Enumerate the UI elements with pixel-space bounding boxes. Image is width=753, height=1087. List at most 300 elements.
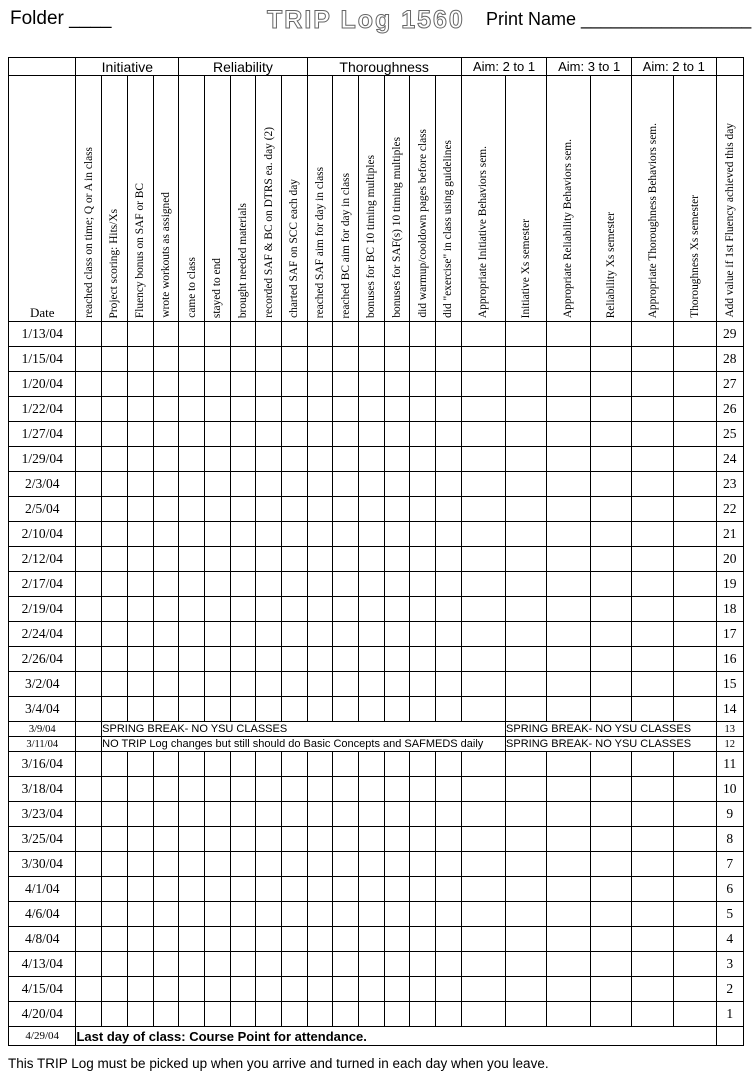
entry-cell[interactable] [384, 902, 410, 927]
entry-cell[interactable] [230, 572, 256, 597]
entry-cell[interactable] [506, 322, 547, 347]
entry-cell[interactable] [333, 1002, 359, 1027]
entry-cell[interactable] [76, 977, 102, 1002]
entry-cell[interactable] [436, 397, 462, 422]
entry-cell[interactable] [547, 622, 590, 647]
entry-cell[interactable] [506, 497, 547, 522]
entry-cell[interactable] [281, 547, 307, 572]
entry-cell[interactable] [204, 827, 230, 852]
entry-cell[interactable] [436, 322, 462, 347]
entry-cell[interactable] [333, 372, 359, 397]
entry-cell[interactable] [127, 1002, 153, 1027]
entry-cell[interactable] [102, 827, 128, 852]
entry-cell[interactable] [333, 877, 359, 902]
entry-cell[interactable] [384, 977, 410, 1002]
entry-cell[interactable] [179, 902, 205, 927]
entry-cell[interactable] [204, 777, 230, 802]
entry-cell[interactable] [76, 397, 102, 422]
entry-cell[interactable] [204, 927, 230, 952]
entry-cell[interactable] [506, 372, 547, 397]
entry-cell[interactable] [204, 372, 230, 397]
entry-cell[interactable] [179, 347, 205, 372]
entry-cell[interactable] [410, 1002, 436, 1027]
entry-cell[interactable] [506, 902, 547, 927]
entry-cell[interactable] [76, 522, 102, 547]
entry-cell[interactable] [590, 852, 631, 877]
entry-cell[interactable] [384, 647, 410, 672]
entry-cell[interactable] [506, 777, 547, 802]
entry-cell[interactable] [333, 952, 359, 977]
entry-cell[interactable] [179, 547, 205, 572]
entry-cell[interactable] [76, 472, 102, 497]
entry-cell[interactable] [179, 977, 205, 1002]
entry-cell[interactable] [590, 547, 631, 572]
entry-cell[interactable] [461, 447, 505, 472]
entry-cell[interactable] [230, 827, 256, 852]
entry-cell[interactable] [76, 447, 102, 472]
entry-cell[interactable] [631, 447, 673, 472]
entry-cell[interactable] [230, 497, 256, 522]
entry-cell[interactable] [410, 672, 436, 697]
entry-cell[interactable] [230, 547, 256, 572]
entry-cell[interactable] [153, 647, 179, 672]
entry-cell[interactable] [547, 977, 590, 1002]
entry-cell[interactable] [333, 472, 359, 497]
entry-cell[interactable] [307, 902, 333, 927]
entry-cell[interactable] [358, 347, 384, 372]
entry-cell[interactable] [674, 397, 716, 422]
entry-cell[interactable] [127, 447, 153, 472]
entry-cell[interactable] [674, 777, 716, 802]
entry-cell[interactable] [256, 622, 282, 647]
entry-cell[interactable] [204, 572, 230, 597]
entry-cell[interactable] [384, 597, 410, 622]
entry-cell[interactable] [127, 777, 153, 802]
entry-cell[interactable] [674, 347, 716, 372]
entry-cell[interactable] [410, 977, 436, 1002]
entry-cell[interactable] [358, 852, 384, 877]
entry-cell[interactable] [631, 1002, 673, 1027]
entry-cell[interactable] [204, 447, 230, 472]
entry-cell[interactable] [436, 827, 462, 852]
entry-cell[interactable] [674, 622, 716, 647]
entry-cell[interactable] [307, 672, 333, 697]
entry-cell[interactable] [590, 372, 631, 397]
entry-cell[interactable] [547, 522, 590, 547]
entry-cell[interactable] [230, 927, 256, 952]
entry-cell[interactable] [333, 322, 359, 347]
entry-cell[interactable] [76, 752, 102, 777]
entry-cell[interactable] [102, 397, 128, 422]
entry-cell[interactable] [204, 422, 230, 447]
entry-cell[interactable] [204, 977, 230, 1002]
entry-cell[interactable] [590, 752, 631, 777]
entry-cell[interactable] [76, 852, 102, 877]
entry-cell[interactable] [230, 597, 256, 622]
entry-cell[interactable] [127, 597, 153, 622]
entry-cell[interactable] [410, 902, 436, 927]
entry-cell[interactable] [590, 977, 631, 1002]
entry-cell[interactable] [127, 802, 153, 827]
entry-cell[interactable] [307, 597, 333, 622]
entry-cell[interactable] [674, 977, 716, 1002]
entry-cell[interactable] [76, 622, 102, 647]
entry-cell[interactable] [102, 877, 128, 902]
entry-cell[interactable] [590, 622, 631, 647]
entry-cell[interactable] [674, 522, 716, 547]
entry-cell[interactable] [358, 522, 384, 547]
entry-cell[interactable] [179, 697, 205, 722]
entry-cell[interactable] [547, 827, 590, 852]
entry-cell[interactable] [256, 447, 282, 472]
entry-cell[interactable] [230, 672, 256, 697]
entry-cell[interactable] [358, 597, 384, 622]
entry-cell[interactable] [102, 447, 128, 472]
entry-cell[interactable] [358, 902, 384, 927]
entry-cell[interactable] [281, 647, 307, 672]
entry-cell[interactable] [333, 802, 359, 827]
entry-cell[interactable] [547, 547, 590, 572]
entry-cell[interactable] [204, 802, 230, 827]
entry-cell[interactable] [436, 877, 462, 902]
entry-cell[interactable] [230, 877, 256, 902]
entry-cell[interactable] [333, 827, 359, 852]
entry-cell[interactable] [256, 672, 282, 697]
entry-cell[interactable] [281, 497, 307, 522]
entry-cell[interactable] [127, 472, 153, 497]
entry-cell[interactable] [674, 1002, 716, 1027]
entry-cell[interactable] [256, 422, 282, 447]
entry-cell[interactable] [506, 447, 547, 472]
entry-cell[interactable] [436, 447, 462, 472]
entry-cell[interactable] [506, 672, 547, 697]
entry-cell[interactable] [506, 472, 547, 497]
entry-cell[interactable] [204, 497, 230, 522]
entry-cell[interactable] [461, 877, 505, 902]
entry-cell[interactable] [358, 777, 384, 802]
entry-cell[interactable] [307, 322, 333, 347]
entry-cell[interactable] [631, 927, 673, 952]
entry-cell[interactable] [204, 672, 230, 697]
entry-cell[interactable] [436, 372, 462, 397]
entry-cell[interactable] [102, 547, 128, 572]
entry-cell[interactable] [547, 952, 590, 977]
entry-cell[interactable] [358, 647, 384, 672]
entry-cell[interactable] [307, 397, 333, 422]
entry-cell[interactable] [410, 422, 436, 447]
entry-cell[interactable] [384, 447, 410, 472]
entry-cell[interactable] [631, 522, 673, 547]
entry-cell[interactable] [358, 977, 384, 1002]
entry-cell[interactable] [307, 372, 333, 397]
entry-cell[interactable] [102, 672, 128, 697]
entry-cell[interactable] [436, 497, 462, 522]
entry-cell[interactable] [631, 397, 673, 422]
entry-cell[interactable] [547, 647, 590, 672]
entry-cell[interactable] [410, 852, 436, 877]
entry-cell[interactable] [256, 347, 282, 372]
entry-cell[interactable] [307, 852, 333, 877]
entry-cell[interactable] [674, 877, 716, 902]
entry-cell[interactable] [410, 322, 436, 347]
entry-cell[interactable] [631, 472, 673, 497]
entry-cell[interactable] [256, 1002, 282, 1027]
entry-cell[interactable] [461, 547, 505, 572]
entry-cell[interactable] [590, 522, 631, 547]
entry-cell[interactable] [76, 1002, 102, 1027]
entry-cell[interactable] [461, 952, 505, 977]
entry-cell[interactable] [547, 902, 590, 927]
entry-cell[interactable] [547, 852, 590, 877]
entry-cell[interactable] [179, 927, 205, 952]
entry-cell[interactable] [333, 752, 359, 777]
entry-cell[interactable] [547, 927, 590, 952]
entry-cell[interactable] [547, 322, 590, 347]
entry-cell[interactable] [674, 752, 716, 777]
entry-cell[interactable] [590, 422, 631, 447]
entry-cell[interactable] [358, 927, 384, 952]
entry-cell[interactable] [204, 647, 230, 672]
entry-cell[interactable] [153, 927, 179, 952]
entry-cell[interactable] [127, 927, 153, 952]
entry-cell[interactable] [281, 447, 307, 472]
entry-cell[interactable] [76, 572, 102, 597]
entry-cell[interactable] [436, 852, 462, 877]
entry-cell[interactable] [547, 802, 590, 827]
entry-cell[interactable] [204, 397, 230, 422]
entry-cell[interactable] [674, 952, 716, 977]
entry-cell[interactable] [436, 422, 462, 447]
entry-cell[interactable] [153, 827, 179, 852]
entry-cell[interactable] [436, 472, 462, 497]
entry-cell[interactable] [506, 927, 547, 952]
entry-cell[interactable] [631, 802, 673, 827]
entry-cell[interactable] [384, 1002, 410, 1027]
entry-cell[interactable] [256, 547, 282, 572]
entry-cell[interactable] [461, 827, 505, 852]
entry-cell[interactable] [410, 522, 436, 547]
entry-cell[interactable] [461, 522, 505, 547]
entry-cell[interactable] [153, 852, 179, 877]
entry-cell[interactable] [358, 472, 384, 497]
entry-cell[interactable] [256, 902, 282, 927]
entry-cell[interactable] [256, 877, 282, 902]
entry-cell[interactable] [547, 1002, 590, 1027]
entry-cell[interactable] [179, 802, 205, 827]
entry-cell[interactable] [674, 422, 716, 447]
entry-cell[interactable] [127, 877, 153, 902]
entry-cell[interactable] [674, 927, 716, 952]
entry-cell[interactable] [76, 547, 102, 572]
entry-cell[interactable] [590, 497, 631, 522]
entry-cell[interactable] [179, 522, 205, 547]
entry-cell[interactable] [358, 447, 384, 472]
entry-cell[interactable] [76, 322, 102, 347]
entry-cell[interactable] [179, 827, 205, 852]
entry-cell[interactable] [153, 372, 179, 397]
entry-cell[interactable] [333, 397, 359, 422]
entry-cell[interactable] [230, 697, 256, 722]
entry-cell[interactable] [281, 827, 307, 852]
entry-cell[interactable] [153, 672, 179, 697]
entry-cell[interactable] [281, 572, 307, 597]
entry-cell[interactable] [204, 622, 230, 647]
entry-cell[interactable] [631, 372, 673, 397]
entry-cell[interactable] [256, 927, 282, 952]
entry-cell[interactable] [358, 622, 384, 647]
entry-cell[interactable] [590, 827, 631, 852]
entry-cell[interactable] [153, 752, 179, 777]
entry-cell[interactable] [127, 422, 153, 447]
entry-cell[interactable] [102, 372, 128, 397]
entry-cell[interactable] [76, 497, 102, 522]
entry-cell[interactable] [461, 927, 505, 952]
entry-cell[interactable] [590, 952, 631, 977]
entry-cell[interactable] [461, 422, 505, 447]
entry-cell[interactable] [631, 777, 673, 802]
entry-cell[interactable] [384, 347, 410, 372]
entry-cell[interactable] [547, 697, 590, 722]
entry-cell[interactable] [179, 497, 205, 522]
entry-cell[interactable] [179, 572, 205, 597]
entry-cell[interactable] [590, 647, 631, 672]
entry-cell[interactable] [436, 927, 462, 952]
entry-cell[interactable] [102, 322, 128, 347]
entry-cell[interactable] [179, 1002, 205, 1027]
entry-cell[interactable] [410, 622, 436, 647]
entry-cell[interactable] [127, 547, 153, 572]
entry-cell[interactable] [281, 622, 307, 647]
entry-cell[interactable] [384, 802, 410, 827]
entry-cell[interactable] [153, 802, 179, 827]
entry-cell[interactable] [410, 597, 436, 622]
entry-cell[interactable] [384, 472, 410, 497]
entry-cell[interactable] [281, 322, 307, 347]
entry-cell[interactable] [358, 672, 384, 697]
entry-cell[interactable] [461, 697, 505, 722]
entry-cell[interactable] [127, 697, 153, 722]
entry-cell[interactable] [674, 852, 716, 877]
entry-cell[interactable] [506, 572, 547, 597]
entry-cell[interactable] [358, 372, 384, 397]
entry-cell[interactable] [436, 672, 462, 697]
entry-cell[interactable] [674, 547, 716, 572]
entry-cell[interactable] [461, 852, 505, 877]
entry-cell[interactable] [102, 622, 128, 647]
entry-cell[interactable] [204, 597, 230, 622]
entry-cell[interactable] [674, 902, 716, 927]
entry-cell[interactable] [179, 877, 205, 902]
entry-cell[interactable] [153, 422, 179, 447]
entry-cell[interactable] [674, 672, 716, 697]
entry-cell[interactable] [230, 422, 256, 447]
entry-cell[interactable] [461, 347, 505, 372]
entry-cell[interactable] [333, 672, 359, 697]
entry-cell[interactable] [674, 497, 716, 522]
entry-cell[interactable] [179, 952, 205, 977]
entry-cell[interactable] [384, 672, 410, 697]
entry-cell[interactable] [547, 422, 590, 447]
entry-cell[interactable] [127, 852, 153, 877]
entry-cell[interactable] [102, 902, 128, 927]
entry-cell[interactable] [230, 347, 256, 372]
entry-cell[interactable] [333, 647, 359, 672]
entry-cell[interactable] [127, 522, 153, 547]
entry-cell[interactable] [436, 902, 462, 927]
entry-cell[interactable] [461, 977, 505, 1002]
entry-cell[interactable] [461, 902, 505, 927]
entry-cell[interactable] [102, 777, 128, 802]
entry-cell[interactable] [76, 927, 102, 952]
entry-cell[interactable] [333, 902, 359, 927]
entry-cell[interactable] [674, 827, 716, 852]
entry-cell[interactable] [179, 852, 205, 877]
entry-cell[interactable] [358, 952, 384, 977]
entry-cell[interactable] [384, 497, 410, 522]
entry-cell[interactable] [461, 597, 505, 622]
entry-cell[interactable] [631, 597, 673, 622]
entry-cell[interactable] [590, 1002, 631, 1027]
entry-cell[interactable] [384, 752, 410, 777]
entry-cell[interactable] [547, 347, 590, 372]
entry-cell[interactable] [256, 472, 282, 497]
entry-cell[interactable] [436, 647, 462, 672]
entry-cell[interactable] [547, 752, 590, 777]
entry-cell[interactable] [436, 752, 462, 777]
entry-cell[interactable] [281, 697, 307, 722]
entry-cell[interactable] [179, 397, 205, 422]
entry-cell[interactable] [153, 472, 179, 497]
entry-cell[interactable] [281, 472, 307, 497]
entry-cell[interactable] [256, 777, 282, 802]
entry-cell[interactable] [153, 877, 179, 902]
entry-cell[interactable] [153, 952, 179, 977]
entry-cell[interactable] [281, 372, 307, 397]
entry-cell[interactable] [127, 622, 153, 647]
entry-cell[interactable] [127, 752, 153, 777]
entry-cell[interactable] [127, 322, 153, 347]
entry-cell[interactable] [333, 977, 359, 1002]
entry-cell[interactable] [76, 347, 102, 372]
entry-cell[interactable] [179, 322, 205, 347]
entry-cell[interactable] [547, 497, 590, 522]
entry-cell[interactable] [307, 622, 333, 647]
entry-cell[interactable] [506, 622, 547, 647]
entry-cell[interactable] [506, 697, 547, 722]
entry-cell[interactable] [461, 622, 505, 647]
entry-cell[interactable] [547, 372, 590, 397]
entry-cell[interactable] [102, 977, 128, 1002]
entry-cell[interactable] [358, 697, 384, 722]
entry-cell[interactable] [102, 952, 128, 977]
entry-cell[interactable] [256, 977, 282, 1002]
entry-cell[interactable] [384, 622, 410, 647]
entry-cell[interactable] [674, 447, 716, 472]
entry-cell[interactable] [410, 952, 436, 977]
entry-cell[interactable] [76, 647, 102, 672]
entry-cell[interactable] [256, 802, 282, 827]
entry-cell[interactable] [674, 322, 716, 347]
entry-cell[interactable] [631, 647, 673, 672]
entry-cell[interactable] [410, 927, 436, 952]
entry-cell[interactable] [436, 572, 462, 597]
entry-cell[interactable] [204, 1002, 230, 1027]
entry-cell[interactable] [307, 572, 333, 597]
entry-cell[interactable] [307, 497, 333, 522]
entry-cell[interactable] [256, 522, 282, 547]
entry-cell[interactable] [506, 647, 547, 672]
entry-cell[interactable] [384, 322, 410, 347]
